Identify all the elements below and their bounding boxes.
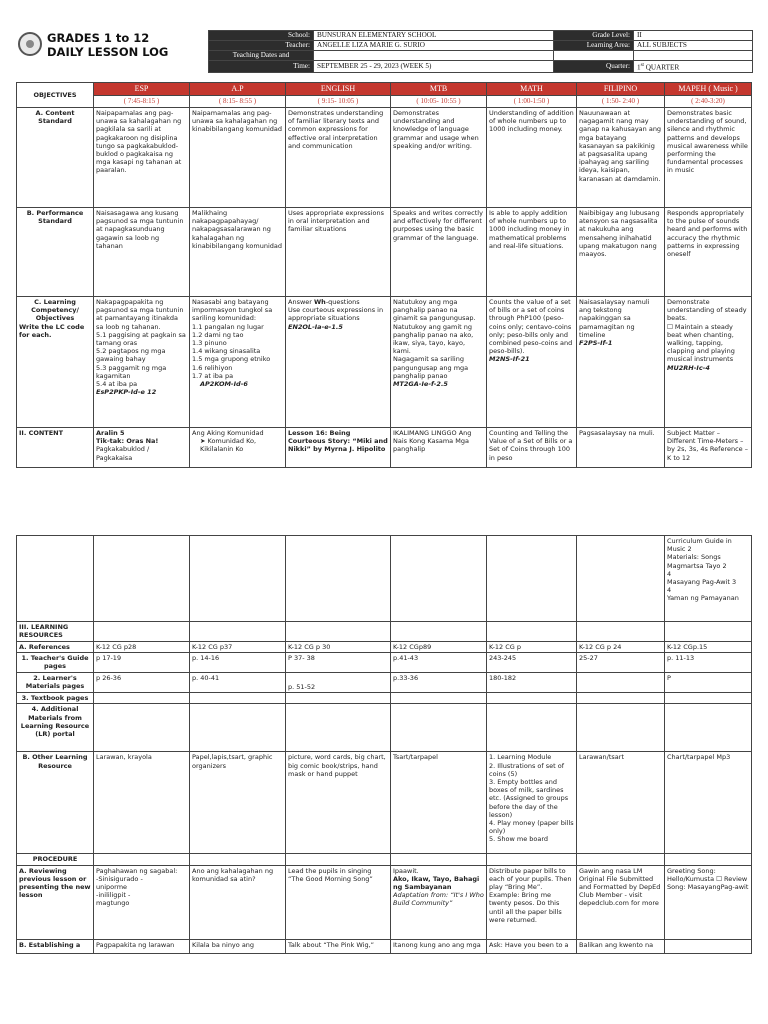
performance-standard-filipino: Naibibigay ang lubusang atensyon sa nagsasalita at nakukuha ang mensaheng inihahatid upang makatugon nang maayos. <box>577 208 665 297</box>
references-english: K-12 CG p 30 <box>286 642 391 653</box>
dates-label-1: Teaching Dates and <box>209 51 314 61</box>
materials-mtb: p.33-36 <box>391 673 487 693</box>
materials-english: p. 51-52 <box>286 673 391 693</box>
other-resources-label: B. Other Learning Resource <box>17 752 94 854</box>
content-esp: Aralin 5 Tik-tak: Oras Na! Pagkakabuklod / Pagkakaisa <box>94 428 190 468</box>
performance-standard-ap: Malikhaing nakapagpapahayag/ nakapagsasalarawan ng kahalagahan ng kinabibilangang komunidad <box>190 208 286 297</box>
materials-mapeh: P <box>665 673 752 693</box>
time-esp: ( 7:45-8:15 ) <box>94 96 190 108</box>
other-resources-math: 1. Learning Module 2. Illustrations of set of coins (5) 3. Empty bottles and boxes of milk, sardines etc. (Assigned to groups before the day of the lesson) 4. Play money (paper bills only) 5. Show me board <box>487 752 577 854</box>
header-table <box>208 30 753 73</box>
guide-filipino: 25-27 <box>577 653 665 673</box>
establishing-mapeh <box>665 939 752 953</box>
competency-math: Counts the value of a set of bills or a set of coins through PhP100 (peso-coins only; centavo-coins only; peso-bills only and combined peso-coins and peso-bills). M2NS-If-21 <box>487 297 577 428</box>
establishing-math: Ask: Have you been to a <box>487 939 577 953</box>
competency-english: Answer Wh-questions Use courteous expressions in appropriate situations EN2OL-Ia-e-1.5 <box>286 297 391 428</box>
other-resources-filipino: Larawan/tsart <box>577 752 665 854</box>
other-resources-mapeh: Chart/tarpapel Mp3 <box>665 752 752 854</box>
lc-code-esp: EsP2PKP-Id-e 12 <box>96 388 157 397</box>
materials-math: 180-182 <box>487 673 577 693</box>
time-filipino: ( 1:50- 2:40 ) <box>577 96 665 108</box>
lc-code-mapeh: MU2RH-Ic-4 <box>667 363 710 372</box>
performance-standard-mtb: Speaks and writes correctly and effectively for different purposes using the basic grammar of the language. <box>391 208 487 297</box>
area-label: Learning Area: <box>554 41 634 51</box>
content-standard-esp: Naipapamalas ang pag-unawa sa kahalagahan ng pagkilala sa sarili at pagkakaroon ng disiplina tungo sa pagkakabuklod-buklod o pagkakaisa ng mga kasapi ng tahanan at paaralan. <box>94 108 190 208</box>
materials-esp: p 26-36 <box>94 673 190 693</box>
reviewing-esp: Paghahawan ng sagabal: -Sinisigurado - uniporme -inililigpit - magtungo <box>94 865 190 939</box>
materials-ap: p. 40-41 <box>190 673 286 693</box>
lc-code-mtb: MT2GA-Ie-f-2.5 <box>393 380 448 389</box>
subject-ap: A.P <box>190 83 286 96</box>
content-english: Lesson 16: Being Courteous Story: “Miki and Nikki” by Myrna J. Hipolito <box>286 428 391 468</box>
dates-label-2: Time: <box>209 61 314 73</box>
lc-code-english: EN2OL-Ia-e-1.5 <box>288 322 343 331</box>
other-resources-ap: Papel,lapis,tsart, graphic organizers <box>190 752 286 854</box>
additional-materials-label: 4. Additional Materials from Learning Resource (LR) portal <box>17 704 94 752</box>
content-standard-mapeh: Demonstrates basic understanding of sound, silence and rhythmic patterns and develops musical awareness while performing the fundamental processes in music <box>665 108 752 208</box>
lesson-log-table-page-2 <box>16 535 752 954</box>
content-label: II. CONTENT <box>17 428 94 468</box>
teacher-label: Teacher: <box>209 41 314 51</box>
materials-filipino <box>577 673 665 693</box>
guide-english: P 37- 38 <box>286 653 391 673</box>
establishing-filipino: Balikan ang kwento na <box>577 939 665 953</box>
lc-code-ap: AP2KOM-Id-6 <box>200 380 248 389</box>
reviewing-label: A. Reviewing previous lesson or presenting the new lesson <box>17 865 94 939</box>
content-standard-math: Understanding of addition of whole numbers up to 1000 including money. <box>487 108 577 208</box>
content-standard-mtb: Demonstrates understanding and knowledge of language grammar and usage when speaking and/or writing. <box>391 108 487 208</box>
establishing-ap: Kilala ba ninyo ang <box>190 939 286 953</box>
objectives-heading: OBJECTIVES <box>17 83 94 108</box>
guide-esp: p 17-19 <box>94 653 190 673</box>
content-standard-label: A. Content Standard <box>17 108 94 208</box>
reviewing-ap: Ano ang kahalagahan ng komunidad sa atin? <box>190 865 286 939</box>
content-standard-english: Demonstrates understanding of familiar literary texts and common expressions for effective oral interpretation and communication <box>286 108 391 208</box>
learning-resources-label: III. LEARNING RESOURCES <box>17 622 94 642</box>
area-value: ALL SUBJECTS <box>634 41 753 51</box>
references-esp: K-12 CG p28 <box>94 642 190 653</box>
guide-mapeh: p. 11-13 <box>665 653 752 673</box>
subject-filipino: FILIPINO <box>577 83 665 96</box>
performance-standard-mapeh: Responds appropriately to the pulse of sounds heard and performs with accuracy the rhythmic patterns in expressing oneself <box>665 208 752 297</box>
quarter-label: Quarter: <box>554 61 634 73</box>
references-math: K-12 CG p <box>487 642 577 653</box>
establishing-esp: Pagpapakita ng larawan <box>94 939 190 953</box>
time-ap: ( 8:15- 8:55 ) <box>190 96 286 108</box>
lc-code-math: M2NS-If-21 <box>489 355 530 364</box>
grade-label: Grade Level: <box>554 31 634 41</box>
references-mapeh: K-12 CGp.15 <box>665 642 752 653</box>
content-mtb: IKALIMANG LINGGO Ang Nais Kong Kasama Mga panghalip <box>391 428 487 468</box>
time-mtb: ( 10:05- 10:55 ) <box>391 96 487 108</box>
competency-filipino: Naisasalaysay namuli ang tekstong napakinggan sa pamamagitan ng timeline F2PS-If-1 <box>577 297 665 428</box>
learners-materials-label: 2. Learner's Materials pages <box>17 673 94 693</box>
time-english: ( 9:15- 10:05 ) <box>286 96 391 108</box>
textbook-label: 3. Textbook pages <box>17 693 94 704</box>
grade-value: II <box>634 31 753 41</box>
guide-math: 243-245 <box>487 653 577 673</box>
other-resources-esp: Larawan, krayola <box>94 752 190 854</box>
quarter-value: 1st QUARTER <box>634 61 753 73</box>
references-mtb: K-12 CGp89 <box>391 642 487 653</box>
subject-mtb: MTB <box>391 83 487 96</box>
other-resources-english: picture, word cards, big chart, big comic book/strips, hand mask or hand puppet <box>286 752 391 854</box>
establishing-mtb: Itanong kung ano ang mga <box>391 939 487 953</box>
school-value: BUNSURAN ELEMENTARY SCHOOL <box>314 31 554 41</box>
reviewing-filipino: Gawin ang nasa LM Original File Submitted and Formatted by DepEd Club Member - visit depedclub.com for more <box>577 865 665 939</box>
time-mapeh: ( 2:40-3:20) <box>665 96 752 108</box>
reviewing-mtb: Ipaawit. Ako, Ikaw, Tayo, Bahagi ng Sambayanan Adaptation from: “It's I Who Build Community” <box>391 865 487 939</box>
reviewing-mapeh: Greeting Song: Hello/Kumusta ☐ Review Song: MasayangPag-awit <box>665 865 752 939</box>
competency-mapeh: Demonstrate understanding of steady beats. ☐ Maintain a steady beat when chanting, walking, tapping, clapping and playing musical instruments MU2RH-Ic-4 <box>665 297 752 428</box>
lc-code-filipino: F2PS-If-1 <box>579 339 613 348</box>
teachers-guide-label: 1. Teacher's Guide pages <box>17 653 94 673</box>
content-math: Counting and Telling the Value of a Set of Bills or a Set of Coins through 100 in peso <box>487 428 577 468</box>
time-math: ( 1:00-1:50 ) <box>487 96 577 108</box>
performance-standard-math: Is able to apply addition of whole numbers up to 1000 including money in mathematical problems and real-life situations. <box>487 208 577 297</box>
content-standard-ap: Naipamamalas ang pag-unawa sa kahalagahan ng kinabibilangang komunidad <box>190 108 286 208</box>
other-resources-mtb: Tsart/tarpapel <box>391 752 487 854</box>
content-ap: Ang Aking Komunidad ➤ Komunidad Ko, Kikilalanin Ko <box>190 428 286 468</box>
title-line-2: DAILY LESSON LOG <box>47 45 169 59</box>
competency-mtb: Natutukoy ang mga panghalip panao na ginamit sa pangungusap. Natutukoy ang gamit ng panghalip panao na ako, ikaw, siya, tayo, kayo, kami. Nagagamit sa sariling pangungusap ang mga panghalip panao MT2GA-Ie-f-2.5 <box>391 297 487 428</box>
subject-esp: ESP <box>94 83 190 96</box>
content-mapeh: Subject Matter – Different Time-Meters – by 2s, 3s, 4s Reference – K to 12 <box>665 428 752 468</box>
content-standard-filipino: Nauunawaan at nagagamit nang may ganap na kahusayan ang mga batayang kasanayan sa pakikinig at pagsasalita upang ipahayag ang sariling ideya, kaisipan, karanasan at damdamin. <box>577 108 665 208</box>
establishing-label: B. Establishing a <box>17 939 94 953</box>
competency-esp: Nakapagpapakita ng pagsunod sa mga tuntunin at pamantayang itinakda sa loob ng tahanan. 5.1 paggising at pagkain sa tamang oras 5.2 pagtapos ng mga gawaing bahay 5.3 paggamit ng mga kagamitan 5.4 at iba pa EsP2PKP-Id-e 12 <box>94 297 190 428</box>
references-filipino: K-12 CG p 24 <box>577 642 665 653</box>
guide-mtb: p.41-43 <box>391 653 487 673</box>
document-title <box>47 31 168 59</box>
deped-seal-logo <box>18 32 42 56</box>
teacher-value: ANGELLE LIZA MARIE G. SURIO <box>314 41 554 51</box>
title-line-1: GRADES 1 to 12 <box>47 31 150 45</box>
lesson-log-table-page-1 <box>16 82 752 468</box>
dates-value: SEPTEMBER 25 - 29, 2023 (WEEK 5) <box>314 61 554 73</box>
references-ap: K-12 CG p37 <box>190 642 286 653</box>
guide-ap: p. 14-16 <box>190 653 286 673</box>
content-filipino: Pagsasalaysay na muli. <box>577 428 665 468</box>
procedure-heading: PROCEDURE <box>17 854 94 865</box>
references-label: A. References <box>17 642 94 653</box>
reviewing-math: Distribute paper bills to each of your pupils. Then play “Bring Me”. Example: Bring me twenty pesos. Do this until all the paper bills were returned. <box>487 865 577 939</box>
subject-matter-mapeh-continued: Curriculum Guide in Music 2 Materials: Songs Magmartsa Tayo 2 4 Masayang Pag-Awit 3 4 Yaman ng Pamayanan <box>665 536 752 622</box>
competency-ap: Nasasabi ang batayang impormasyon tungkol sa sariling komunidad: 1.1 pangalan ng lugar 1.2 dami ng tao 1.3 pinuno 1.4 wikang sinasalita 1.5 mga grupong etniko 1.6 relihiyon 1.7 at iba pa AP2KOM-Id-6 <box>190 297 286 428</box>
performance-standard-esp: Naisasagawa ang kusang pagsunod sa mga tuntunin at napagkasunduang gagawin sa loob ng tahanan <box>94 208 190 297</box>
subject-math: MATH <box>487 83 577 96</box>
performance-standard-label: B. Performance Standard <box>17 208 94 297</box>
subject-mapeh: MAPEH ( Music ) <box>665 83 752 96</box>
subject-english: ENGLISH <box>286 83 391 96</box>
school-label: School: <box>209 31 314 41</box>
reviewing-english: Lead the pupils in singing “The Good Morning Song” <box>286 865 391 939</box>
performance-standard-english: Uses appropriate expressions in oral interpretation and familiar situations <box>286 208 391 297</box>
establishing-english: Talk about “The Pink Wig,” <box>286 939 391 953</box>
competency-label: C. Learning Competency/ Objectives Write the LC code for each. <box>17 297 94 428</box>
